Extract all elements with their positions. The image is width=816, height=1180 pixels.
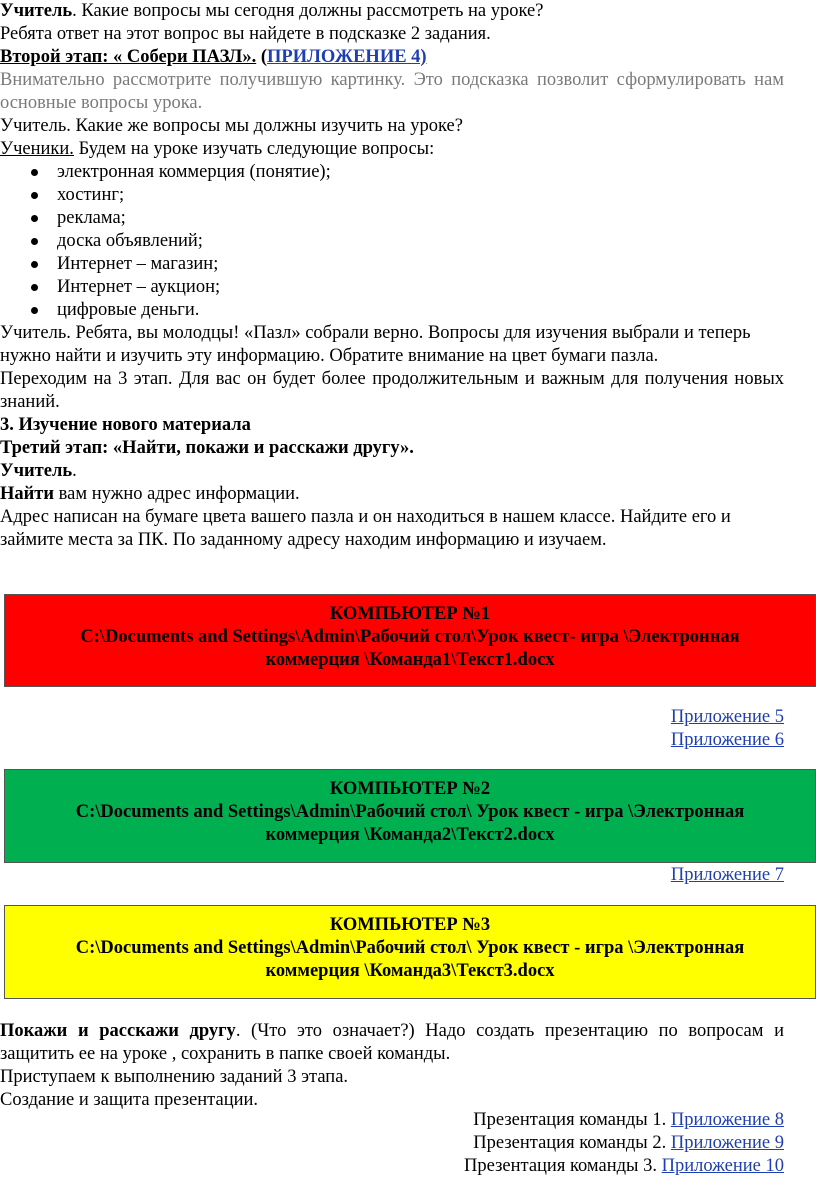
presentation-row: Презентация команды 3. Приложение 10 (464, 1156, 784, 1176)
pupils-label: Ученики. (0, 139, 74, 159)
intro-block: Учитель. Какие вопросы мы сегодня должны рассмотреть на уроке? Ребята ответ на этот вопрос вы найдете в подсказке 2 задания. Второй этап: « Собери ПАЗЛ». (ПРИЛОЖЕНИЕ 4) Внимательно рассмотрите получившую картинку. Это подсказка позволит сформулировать нам основные вопросы урока. Учитель. Какие же вопросы мы должны изучить на уроке? Ученики. Будем на уроке изучать следующие вопросы: (0, 1, 784, 159)
appendix-4-link[interactable]: ПРИЛОЖЕНИЕ 4) (267, 47, 427, 67)
list-item: хостинг; (0, 184, 784, 207)
next-stage-text: Переходим на 3 этап. Для вас он будет более продолжительным и важным для получения новых знаний. (0, 369, 784, 412)
bullet-icon (31, 169, 38, 176)
teacher-label: Учитель (0, 1, 73, 21)
appendix-9-link[interactable]: Приложение 9 (670, 1133, 784, 1153)
create-text: Создание и защита презентации. (0, 1090, 259, 1110)
bullet-icon (31, 238, 38, 245)
show-tell-text: . (Что это означает?) Надо создать презентацию по вопросам и защитить ее на уроке , сохранить в папке своей команды. (0, 1021, 784, 1064)
computer-2-path-line2: коммерция \Команда2\Текст2.docx (265, 825, 555, 845)
presentation-row: Презентация команды 2. Приложение 9 (473, 1133, 784, 1153)
list-item: доска объявлений; (0, 230, 784, 253)
computer-3-path-line2: коммерция \Команда3\Текст3.docx (265, 961, 555, 981)
find-text: вам нужно адрес информации. (54, 484, 300, 504)
bullet-icon (31, 307, 38, 314)
hint-reference: Ребята ответ на этот вопрос вы найдете в подсказке 2 задания. (0, 24, 491, 44)
bullet-icon (31, 284, 38, 291)
address-instructions: Адрес написан на бумаге цвета вашего пазла и он находиться в нашем классе. Найдите его и займите места за ПК. По заданному адресу находим информацию и изучаем. (0, 507, 731, 550)
appendix-link-7 (0, 864, 784, 887)
list-item: Интернет – аукцион; (0, 276, 784, 299)
appendix-10-link[interactable]: Приложение 10 (661, 1156, 784, 1176)
computer-3-box (4, 905, 816, 999)
bullet-icon (31, 192, 38, 199)
proceed-text: Приступаем к выполнению заданий 3 этапа. (0, 1067, 349, 1087)
list-item: электронная коммерция (понятие); (0, 161, 784, 184)
computer-2-box (4, 769, 816, 863)
computer-1-title: КОМПЬЮТЕР №1 (329, 604, 491, 624)
appendix-links-5-6 (0, 706, 784, 752)
computer-3-title: КОМПЬЮТЕР №3 (329, 915, 491, 935)
pupils-answer: Будем на уроке изучать следующие вопросы: (73, 139, 435, 159)
list-item: цифровые деньги. (0, 299, 784, 322)
teacher-question-2: Учитель. Какие же вопросы мы должны изучить на уроке? (0, 116, 463, 136)
stage3-block: Учитель. Ребята, вы молодцы! «Пазл» собрали верно. Вопросы для изучения выбрали и теперь нужно найти и изучить эту информацию. Обратите внимание на цвет бумаги пазла. Переходим на 3 этап. Для вас он будет более продолжительным и важным для получения новых знаний. 3. Изучение нового материала Третий этап: «Найти, покажи и расскажи другу». Учитель. Найти вам нужно адрес информации. Адрес написан на бумаге цвета вашего пазла и он находиться в нашем классе. Найдите его и займите места за ПК. По заданному адресу находим информацию и изучаем. (0, 323, 784, 550)
section-heading: 3. Изучение нового материала (0, 415, 251, 435)
find-label: Найти (0, 484, 55, 504)
stage2-hint: Внимательно рассмотрите получившую картинку. Это подсказка позволит сформулировать нам основные вопросы урока. (0, 70, 784, 113)
appendix-5-link[interactable]: Приложение 5 (670, 707, 784, 727)
computer-2-path-line1: C:\Documents and Settings\Admin\Рабочий стол\ Урок квест - игра \Электронная (75, 802, 745, 822)
appendix-7-link[interactable]: Приложение 7 (670, 865, 784, 885)
presentation-row: Презентация команды 1. Приложение 8 (473, 1110, 784, 1130)
stage2-heading: Второй этап: « Собери ПАЗЛ». (0, 47, 257, 67)
questions-list (0, 161, 784, 322)
bullet-icon (31, 215, 38, 222)
list-item: Интернет – магазин; (0, 253, 784, 276)
computer-2-title: КОМПЬЮТЕР №2 (329, 779, 491, 799)
teacher-praise: Учитель. Ребята, вы молодцы! «Пазл» собрали верно. Вопросы для изучения выбрали и теперь нужно найти и изучить эту информацию. Обратите внимание на цвет бумаги пазла. (0, 323, 751, 366)
show-tell-label: Покажи и расскажи другу (0, 1021, 236, 1041)
final-block (0, 1020, 784, 1112)
teacher-label-2: Учитель (0, 461, 73, 481)
appendix-8-link[interactable]: Приложение 8 (670, 1110, 784, 1130)
stage3-title: : «Найти, покажи и расскажи другу». (102, 438, 414, 458)
computer-1-path-line2: коммерция \Команда1\Текст1.docx (265, 650, 555, 670)
computer-1-path-line1: C:\Documents and Settings\Admin\Рабочий стол\Урок квест- игра \Электронная (80, 627, 740, 647)
teacher-question: . Какие вопросы мы сегодня должны рассмотреть на уроке? (72, 1, 544, 21)
list-item: реклама; (0, 207, 784, 230)
computer-3-path-line1: C:\Documents and Settings\Admin\Рабочий стол\ Урок квест - игра \Электронная (75, 938, 745, 958)
bullet-icon (31, 261, 38, 268)
stage3-label: Третий этап (0, 438, 103, 458)
presentations-list (0, 1109, 784, 1178)
appendix-6-link[interactable]: Приложение 6 (670, 730, 784, 750)
computer-1-box (4, 594, 816, 687)
